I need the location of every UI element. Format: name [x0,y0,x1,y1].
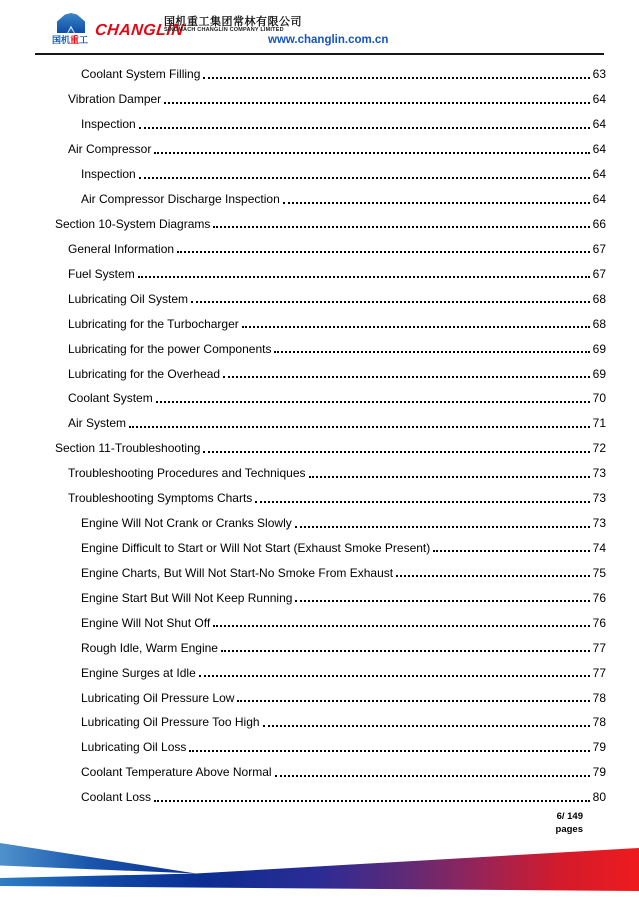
toc-dot-leader [139,127,590,129]
toc-entry-label: Engine Will Not Shut Off [81,615,211,630]
toc-dot-leader [255,501,589,503]
toc-entry-label: Lubricating for the Turbocharger [68,316,239,331]
toc-entry[interactable] [55,760,606,785]
toc-dot-leader [295,526,590,528]
toc-entry[interactable] [55,62,606,87]
toc-dot-leader [221,650,590,652]
toc-entry-label: Coolant Loss [81,790,152,805]
toc-page-number: 73 [592,516,606,531]
toc-entry-label: Troubleshooting Symptoms Charts [68,491,253,506]
toc-page-number: 63 [592,67,606,82]
toc-dot-leader [203,77,589,79]
toc-page-number: 68 [592,291,606,306]
toc-entry-label: Lubricating Oil Pressure Low [81,690,235,705]
toc-page-number: 75 [592,565,606,580]
toc-page-number: 64 [592,192,606,207]
logo-text-red: 重 [69,35,79,45]
toc-list [55,62,606,810]
toc-entry[interactable] [55,137,606,162]
toc-entry-label: Inspection [81,167,136,182]
toc-entry-label: Lubricating for the power Components [68,341,272,356]
toc-dot-leader [203,451,589,453]
toc-page-number: 73 [592,491,606,506]
toc-entry[interactable] [55,635,606,660]
toc-page-number: 69 [592,366,606,381]
toc-entry-label: Rough Idle, Warm Engine [81,640,218,655]
toc-dot-leader [154,800,590,802]
toc-dot-leader [129,426,590,428]
toc-entry-label: Fuel System [68,266,135,281]
website-link[interactable]: www.changlin.com.cn [268,34,389,46]
toc-entry[interactable] [55,461,606,486]
toc-page-number: 78 [592,715,606,730]
toc-page-number: 74 [592,540,606,555]
toc-entry[interactable] [55,87,606,112]
toc-entry[interactable] [55,486,606,511]
toc-entry[interactable] [55,610,606,635]
sinomach-logo-icon [57,13,85,33]
toc-page-number: 66 [592,216,606,231]
toc-dot-leader [177,251,590,253]
pages-label: pages [555,823,583,835]
toc-entry[interactable] [55,361,606,386]
toc-dot-leader [164,102,589,104]
toc-entry-label: Air System [68,416,127,431]
toc-dot-leader [213,226,589,228]
toc-entry[interactable] [55,436,606,461]
company-name-cn: 国机重工集团常林有限公司 [164,16,302,28]
toc-dot-leader [295,600,589,602]
toc-dot-leader [213,625,589,627]
toc-page-number: 64 [592,167,606,182]
toc-entry-label: Air Compressor Discharge Inspection [81,192,280,207]
toc-entry-label: Troubleshooting Procedures and Techniques [68,466,306,481]
toc-entry[interactable] [55,685,606,710]
toc-dot-leader [396,575,590,577]
toc-page-number: 64 [592,92,606,107]
toc-entry[interactable] [55,311,606,336]
toc-entry[interactable] [55,336,606,361]
toc-page-number: 73 [592,466,606,481]
toc-entry[interactable] [55,411,606,436]
toc-dot-leader [139,177,590,179]
logo-text [45,33,95,46]
toc-dot-leader [199,675,590,677]
toc-dot-leader [263,725,590,727]
toc-page-number: 67 [592,266,606,281]
toc-dot-leader [309,476,590,478]
toc-dot-leader [237,700,589,702]
toc-entry[interactable] [55,536,606,561]
toc-page-number: 70 [592,391,606,406]
toc-entry[interactable] [55,261,606,286]
toc-dot-leader [223,376,590,378]
toc-entry[interactable] [55,386,606,411]
toc-entry-label: Engine Will Not Crank or Cranks Slowly [81,516,292,531]
toc-page-number: 77 [592,665,606,680]
toc-dot-leader [189,750,589,752]
toc-entry-label: Engine Start But Will Not Keep Running [81,590,293,605]
toc-entry-label: Lubricating Oil System [68,291,189,306]
toc-page-number: 72 [592,441,606,456]
toc-dot-leader [156,401,590,403]
toc-dot-leader [283,202,590,204]
toc-entry-label: Section 11-Troubleshooting [55,441,201,456]
toc-page-number: 79 [592,740,606,755]
toc-dot-leader [274,351,589,353]
toc-page-number: 64 [592,117,606,132]
toc-entry-label: Engine Charts, But Will Not Start-No Smoke From Exhaust [81,565,394,580]
toc-entry-label: Air Compressor [68,142,152,157]
toc-entry-label: General Information [68,241,175,256]
toc-page-number: 68 [592,316,606,331]
toc-page-number: 80 [592,790,606,805]
brand-wordmark: CHANGLIN [94,22,185,39]
toc-entry[interactable] [55,187,606,212]
toc-page-number: 76 [592,590,606,605]
toc-entry-label: Section 10-System Diagrams [55,216,211,231]
toc-entry-label: Engine Difficult to Start or Will Not Start (Exhaust Smoke Present) [81,540,431,555]
toc-entry-label: Lubricating Oil Loss [81,740,187,755]
toc-entry[interactable] [55,511,606,536]
toc-entry[interactable] [55,212,606,237]
toc-entry[interactable] [55,162,606,187]
toc-entry[interactable] [55,710,606,735]
toc-entry-label: Lubricating for the Overhead [68,366,221,381]
toc-entry-label: Engine Surges at Idle [81,665,196,680]
wave-wedge [0,843,196,874]
toc-dot-leader [242,326,590,328]
toc-dot-leader [191,301,590,303]
toc-entry-label: Coolant System Filling [81,67,201,82]
toc-entry[interactable] [55,112,606,137]
toc-page-number: 64 [592,142,606,157]
header-divider [35,53,604,55]
footer-wave-graphic [0,830,639,897]
toc-entry-label: Coolant System [68,391,153,406]
toc-page-number: 77 [592,640,606,655]
toc-entry[interactable] [55,236,606,261]
toc-entry[interactable] [55,286,606,311]
toc-page-number: 67 [592,241,606,256]
toc-entry[interactable] [55,785,606,810]
toc-entry[interactable] [55,560,606,585]
wave-band [0,848,639,891]
toc-entry[interactable] [55,660,606,685]
company-name-en: SINOMACH CHANGLIN COMPANY LIMITED [164,27,284,33]
toc-page-number: 71 [592,416,606,431]
toc-dot-leader [138,276,590,278]
logo-text-left: 国机 [51,35,70,45]
logo-text-right: 工 [79,35,89,45]
toc-dot-leader [433,550,589,552]
toc-dot-leader [154,152,589,154]
toc-page-number: 78 [592,690,606,705]
toc-page-number: 79 [592,765,606,780]
toc-page-number: 76 [592,615,606,630]
toc-page-number: 69 [592,341,606,356]
toc-entry-label: Inspection [81,117,136,132]
toc-entry[interactable] [55,735,606,760]
toc-entry-label: Coolant Temperature Above Normal [81,765,272,780]
page-indicator: 6/ 149 [556,811,583,822]
toc-entry-label: Vibration Damper [68,92,162,107]
toc-dot-leader [275,775,590,777]
toc-entry-label: Lubricating Oil Pressure Too High [81,715,260,730]
toc-entry[interactable] [55,585,606,610]
